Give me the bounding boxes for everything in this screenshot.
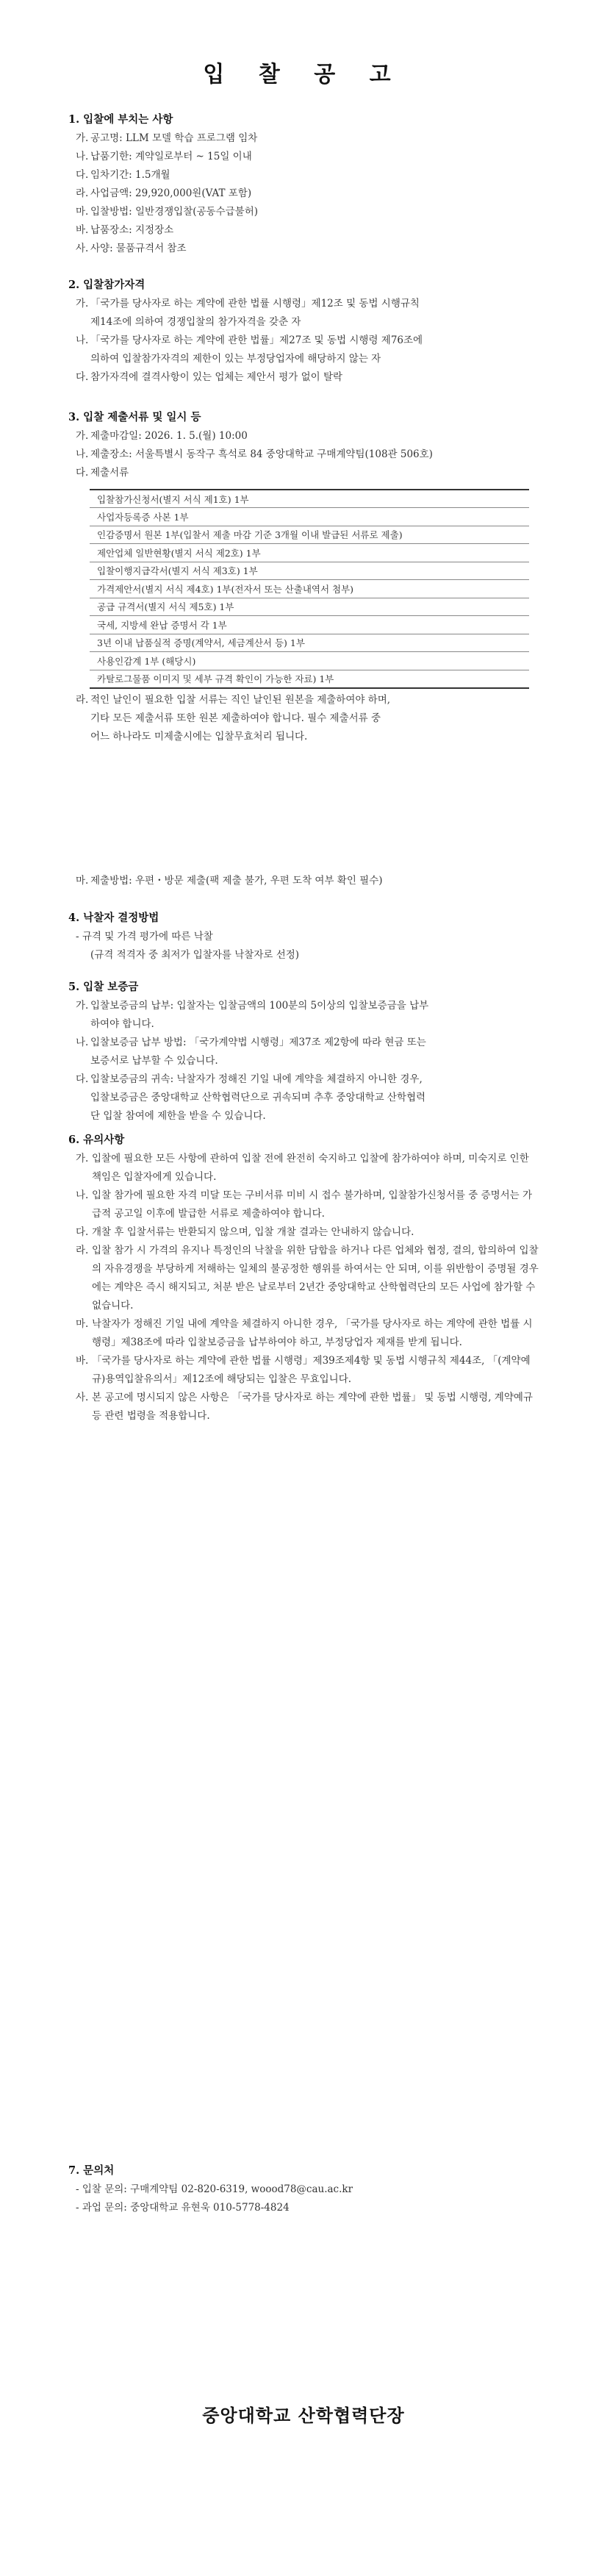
list-item: 라. 적인 날인이 필요한 입찰 서류는 직인 날인된 원본을 제출하여야 하며,	[76, 694, 391, 706]
table-cell: 입찰이행지급각서(별지 서식 제3호) 1부	[90, 562, 529, 580]
section-bid-items	[68, 110, 553, 258]
list-item: 다. 임차기간: 1.5개월	[76, 169, 170, 181]
list-item-continued: 입찰보증금은 중앙대학교 산학협력단으로 귀속되며 추후 중앙대학교 산학협력	[90, 1092, 426, 1103]
list-item-continued: 보증서로 납부할 수 있습니다.	[90, 1055, 218, 1067]
list-item: 가. 입찰에 필요한 모든 사항에 관하여 입찰 전에 완전히 숙지하고 입찰에 참가하여야 하며, 미숙지로 인한 책임은 입찰자에게 있습니다.	[76, 1153, 529, 1183]
list-item-continued: 어느 하나라도 미제출시에는 입찰무효처리 됩니다.	[90, 731, 308, 743]
table-cell: 3년 이내 납품실적 증명(계약서, 세금계산서 등) 1부	[90, 634, 529, 652]
table-cell: 제안업체 일반현황(별지 서식 제2호) 1부	[90, 544, 529, 562]
table-cell: 카탈로그물품 이미지 및 세부 규격 확인이 가능한 자료) 1부	[90, 670, 529, 688]
table-cell: 가격제안서(별지 서식 제4호) 1부(전자서 또는 산출내역서 첨부)	[90, 580, 529, 598]
list-item: - 규격 및 가격 평가에 따른 낙찰	[76, 931, 213, 942]
list-item: 다. 개찰 후 입찰서류는 반환되지 않으며, 입찰 개찰 결과는 안내하지 않습니다.	[76, 1226, 414, 1238]
list-item: 라. 입찰 참가 시 가격의 유지나 특정인의 낙찰을 위한 담합을 하거나 다른 업체와 협정, 결의, 합의하여 입찰의 자유경쟁을 부당하게 저해하는 일체의 불공정한 행위를 하여서는 안 되며, 이를 위반함이 증명될 경우에는 계약은 즉시 해지되고, 처분 받은 날로부터 2년간 중앙대학교 산학협력단의 모든 사업에 참가할 수 없습니다.	[76, 1245, 539, 1312]
list-item: 나. 입찰보증금 납부 방법: 「국가계약법 시행령」제37조 제2항에 따라 현금 또는	[76, 1037, 426, 1048]
list-item-continued: 단 입찰 참여에 제한을 받을 수 있습니다.	[90, 1110, 266, 1122]
list-item: 가. 제출마감일: 2026. 1. 5.(월) 10:00	[76, 430, 248, 442]
table-cell: 공급 규격서(별지 서식 제5호) 1부	[90, 598, 529, 616]
list-item: 마. 제출방법: 우편・방문 제출(팩 제출 불가, 우편 도착 여부 확인 필수)	[76, 875, 383, 887]
table-row	[90, 598, 529, 616]
list-item: 다. 제출서류	[76, 467, 129, 479]
list-item: 가. 입찰보증금의 납부: 입찰자는 입찰금액의 100분의 5이상의 입찰보증금을 납부	[76, 1000, 429, 1012]
page-title: 입 찰 공 고	[203, 62, 404, 87]
list-item: 나. 「국가를 당사자로 하는 계약에 관한 법률」제27조 및 동법 시행령 제76조에	[76, 334, 423, 346]
submission-notes	[68, 691, 553, 746]
contact-task-inquiry: - 과업 문의: 중앙대학교 유현욱 010-5778-4824	[76, 2202, 290, 2214]
table-row	[90, 652, 529, 670]
list-item-continued: 제14조에 의하여 경쟁입찰의 참가자격을 갖춘 자	[90, 316, 301, 328]
table-cell: 사용인감계 1부 (해당시)	[90, 652, 529, 670]
list-item: 나. 입찰 참가에 필요한 자격 미달 또는 구비서류 미비 시 접수 불가하며, 입찰참가신청서를 중 증명서는 가급적 공고일 이후에 발급한 서류로 제출하여야 합니다.	[76, 1189, 533, 1220]
section-award-method	[68, 909, 553, 965]
table-row	[90, 508, 529, 526]
list-item: 사. 본 공고에 명시되지 않은 사항은 「국가를 당사자로 하는 계약에 관한 법률」 및 동법 시행령, 계약예규 등 관련 법령을 적용합니다.	[76, 1392, 533, 1422]
list-item: 나. 제출장소: 서울특별시 동작구 흑석로 84 중앙대학교 구매계약팀(108관 506호)	[76, 448, 433, 460]
list-item: 가. 「국가를 당사자로 하는 계약에 관한 법률 시행령」제12조 및 동법 시행규칙	[76, 298, 420, 310]
list-item-continued: 하여야 합니다.	[90, 1018, 154, 1030]
contact-bid-inquiry: - 입찰 문의: 구매계약팀 02-820-6319, woood78@cau.ac.kr	[76, 2183, 353, 2195]
section-heading: 3. 입찰 제출서류 및 일시 등	[68, 411, 201, 423]
section-heading: 5. 입찰 보증금	[68, 981, 139, 993]
list-item: 가. 공고명: LLM 모델 학습 프로그램 임차	[76, 132, 258, 144]
table-cell: 인감증명서 원본 1부(입찰서 제출 마감 기준 3개월 이내 발급된 서류로 제출)	[90, 526, 529, 544]
section-submission	[68, 408, 553, 482]
list-item: 라. 사업금액: 29,920,000원(VAT 포함)	[76, 187, 252, 199]
list-item: 바. 「국가를 당사자로 하는 계약에 관한 법률 시행령」제39조제4항 및 동법 시행규칙 제44조, 「(계약예규)용역입찰유의서」제12조에 해당되는 입찰은 무효입니다.	[76, 1355, 531, 1385]
table-cell: 사업자등록증 사본 1부	[90, 508, 529, 526]
required-documents-table	[90, 489, 529, 689]
table-row	[90, 490, 529, 508]
list-item: 마. 입찰방법: 일반경쟁입찰(공동수급불허)	[76, 206, 259, 218]
list-item: 다. 입찰보증금의 귀속: 낙찰자가 정해진 기일 내에 계약을 체결하지 아니한 경우,	[76, 1073, 423, 1085]
section-bid-bond	[68, 978, 553, 1126]
table-row	[90, 580, 529, 598]
list-item: 마. 낙찰자가 정해진 기일 내에 계약을 체결하지 아니한 경우, 「국가를 당사자로 하는 계약에 관한 법률 시행령」제38조에 따라 입찰보증금을 납부하여야 하고, 부정당업자 제재를 받게 됩니다.	[76, 1318, 533, 1348]
list-item: 사. 사양: 물품규격서 참조	[76, 243, 187, 254]
section-heading: 6. 유의사항	[68, 1134, 125, 1146]
table-row	[90, 616, 529, 634]
issuer-signature: 중앙대학교 산학협력단장	[202, 2405, 405, 2426]
list-item-continued: 기타 모든 제출서류 또한 원본 제출하여야 합니다. 필수 제출서류 중	[90, 712, 381, 724]
submission-method	[68, 872, 553, 890]
section-contact	[68, 2161, 553, 2217]
table-row	[90, 526, 529, 544]
list-item: 나. 납품기한: 계약일로부터 ~ 15일 이내	[76, 151, 252, 162]
table-row	[90, 670, 529, 688]
section-eligibility	[68, 276, 553, 387]
section-heading: 7. 문의처	[68, 2164, 115, 2177]
list-item-continued: (규격 적격자 중 최저가 입찰자를 낙찰자로 선정)	[90, 949, 300, 961]
list-item: 바. 납품장소: 지정장소	[76, 224, 174, 236]
section-precautions	[68, 1131, 553, 1425]
table-cell: 국세, 지방세 완납 증명서 각 1부	[90, 616, 529, 634]
table-cell: 입찰참가신청서(별지 서식 제1호) 1부	[90, 490, 529, 508]
list-item-continued: 의하여 입찰참가자격의 제한이 있는 부정당업자에 해당하지 않는 자	[90, 353, 381, 365]
table-row	[90, 562, 529, 580]
table-row	[90, 544, 529, 562]
list-item: 다. 참가자격에 결격사항이 있는 업체는 제안서 평가 없이 탈락	[76, 371, 343, 383]
table-row	[90, 634, 529, 652]
section-heading: 1. 입찰에 부치는 사항	[68, 113, 173, 126]
section-heading: 4. 낙찰자 결정방법	[68, 912, 159, 924]
section-heading: 2. 입찰참가자격	[68, 279, 146, 291]
